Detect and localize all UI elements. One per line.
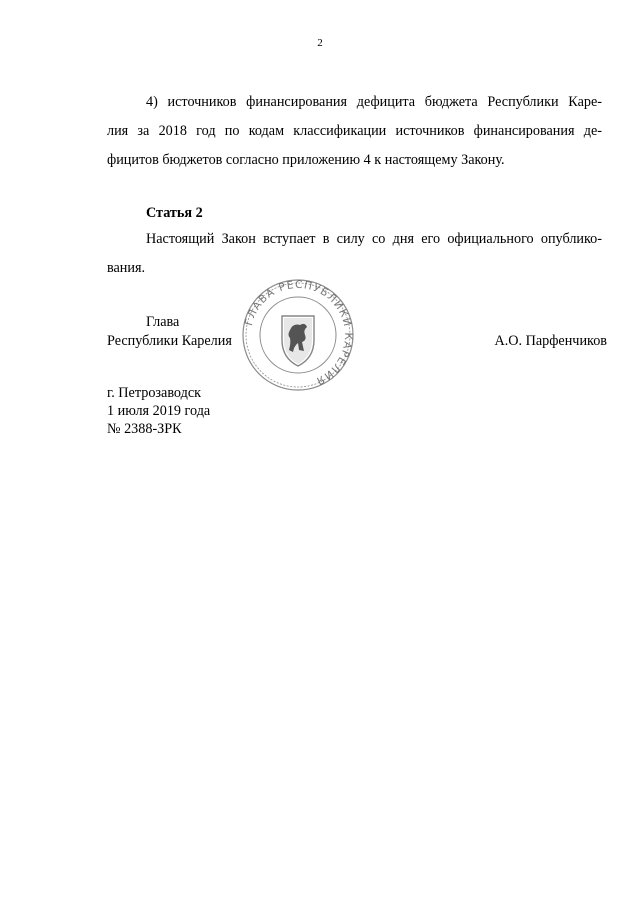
emblem-bear-icon <box>282 316 314 366</box>
item-4-line-2: лия за 2018 год по кодам классификации источников финансирования де- <box>107 123 602 139</box>
signature-republic: Республики Карелия <box>107 333 232 349</box>
item-4-line-3: фицитов бюджетов согласно приложению 4 к настоящему Закону. <box>107 152 505 168</box>
signature-title: Глава <box>146 314 180 330</box>
signatory-name: А.О. Парфенчиков <box>494 333 607 349</box>
article-2-paragraph <box>107 225 602 283</box>
article-2-line-1: Настоящий Закон вступает в силу со дня его официального опублико- <box>146 231 602 247</box>
article-2-line-2: вания. <box>107 260 146 276</box>
official-seal-stamp <box>233 278 363 393</box>
item-4-paragraph <box>107 88 602 175</box>
place-of-signing: г. Петрозаводск <box>107 385 202 401</box>
stamp-ring-text: ГЛАВА РЕСПУБЛИКИ КАРЕЛИЯ <box>242 278 355 388</box>
law-number: № 2388-ЗРК <box>107 421 182 437</box>
signing-date: 1 июля 2019 года <box>107 403 211 419</box>
item-4-line-1: 4) источников финансирования дефицита бюджета Республики Каре- <box>146 94 602 110</box>
page-number: 2 <box>317 37 323 49</box>
article-2-heading: Статья 2 <box>146 205 203 221</box>
